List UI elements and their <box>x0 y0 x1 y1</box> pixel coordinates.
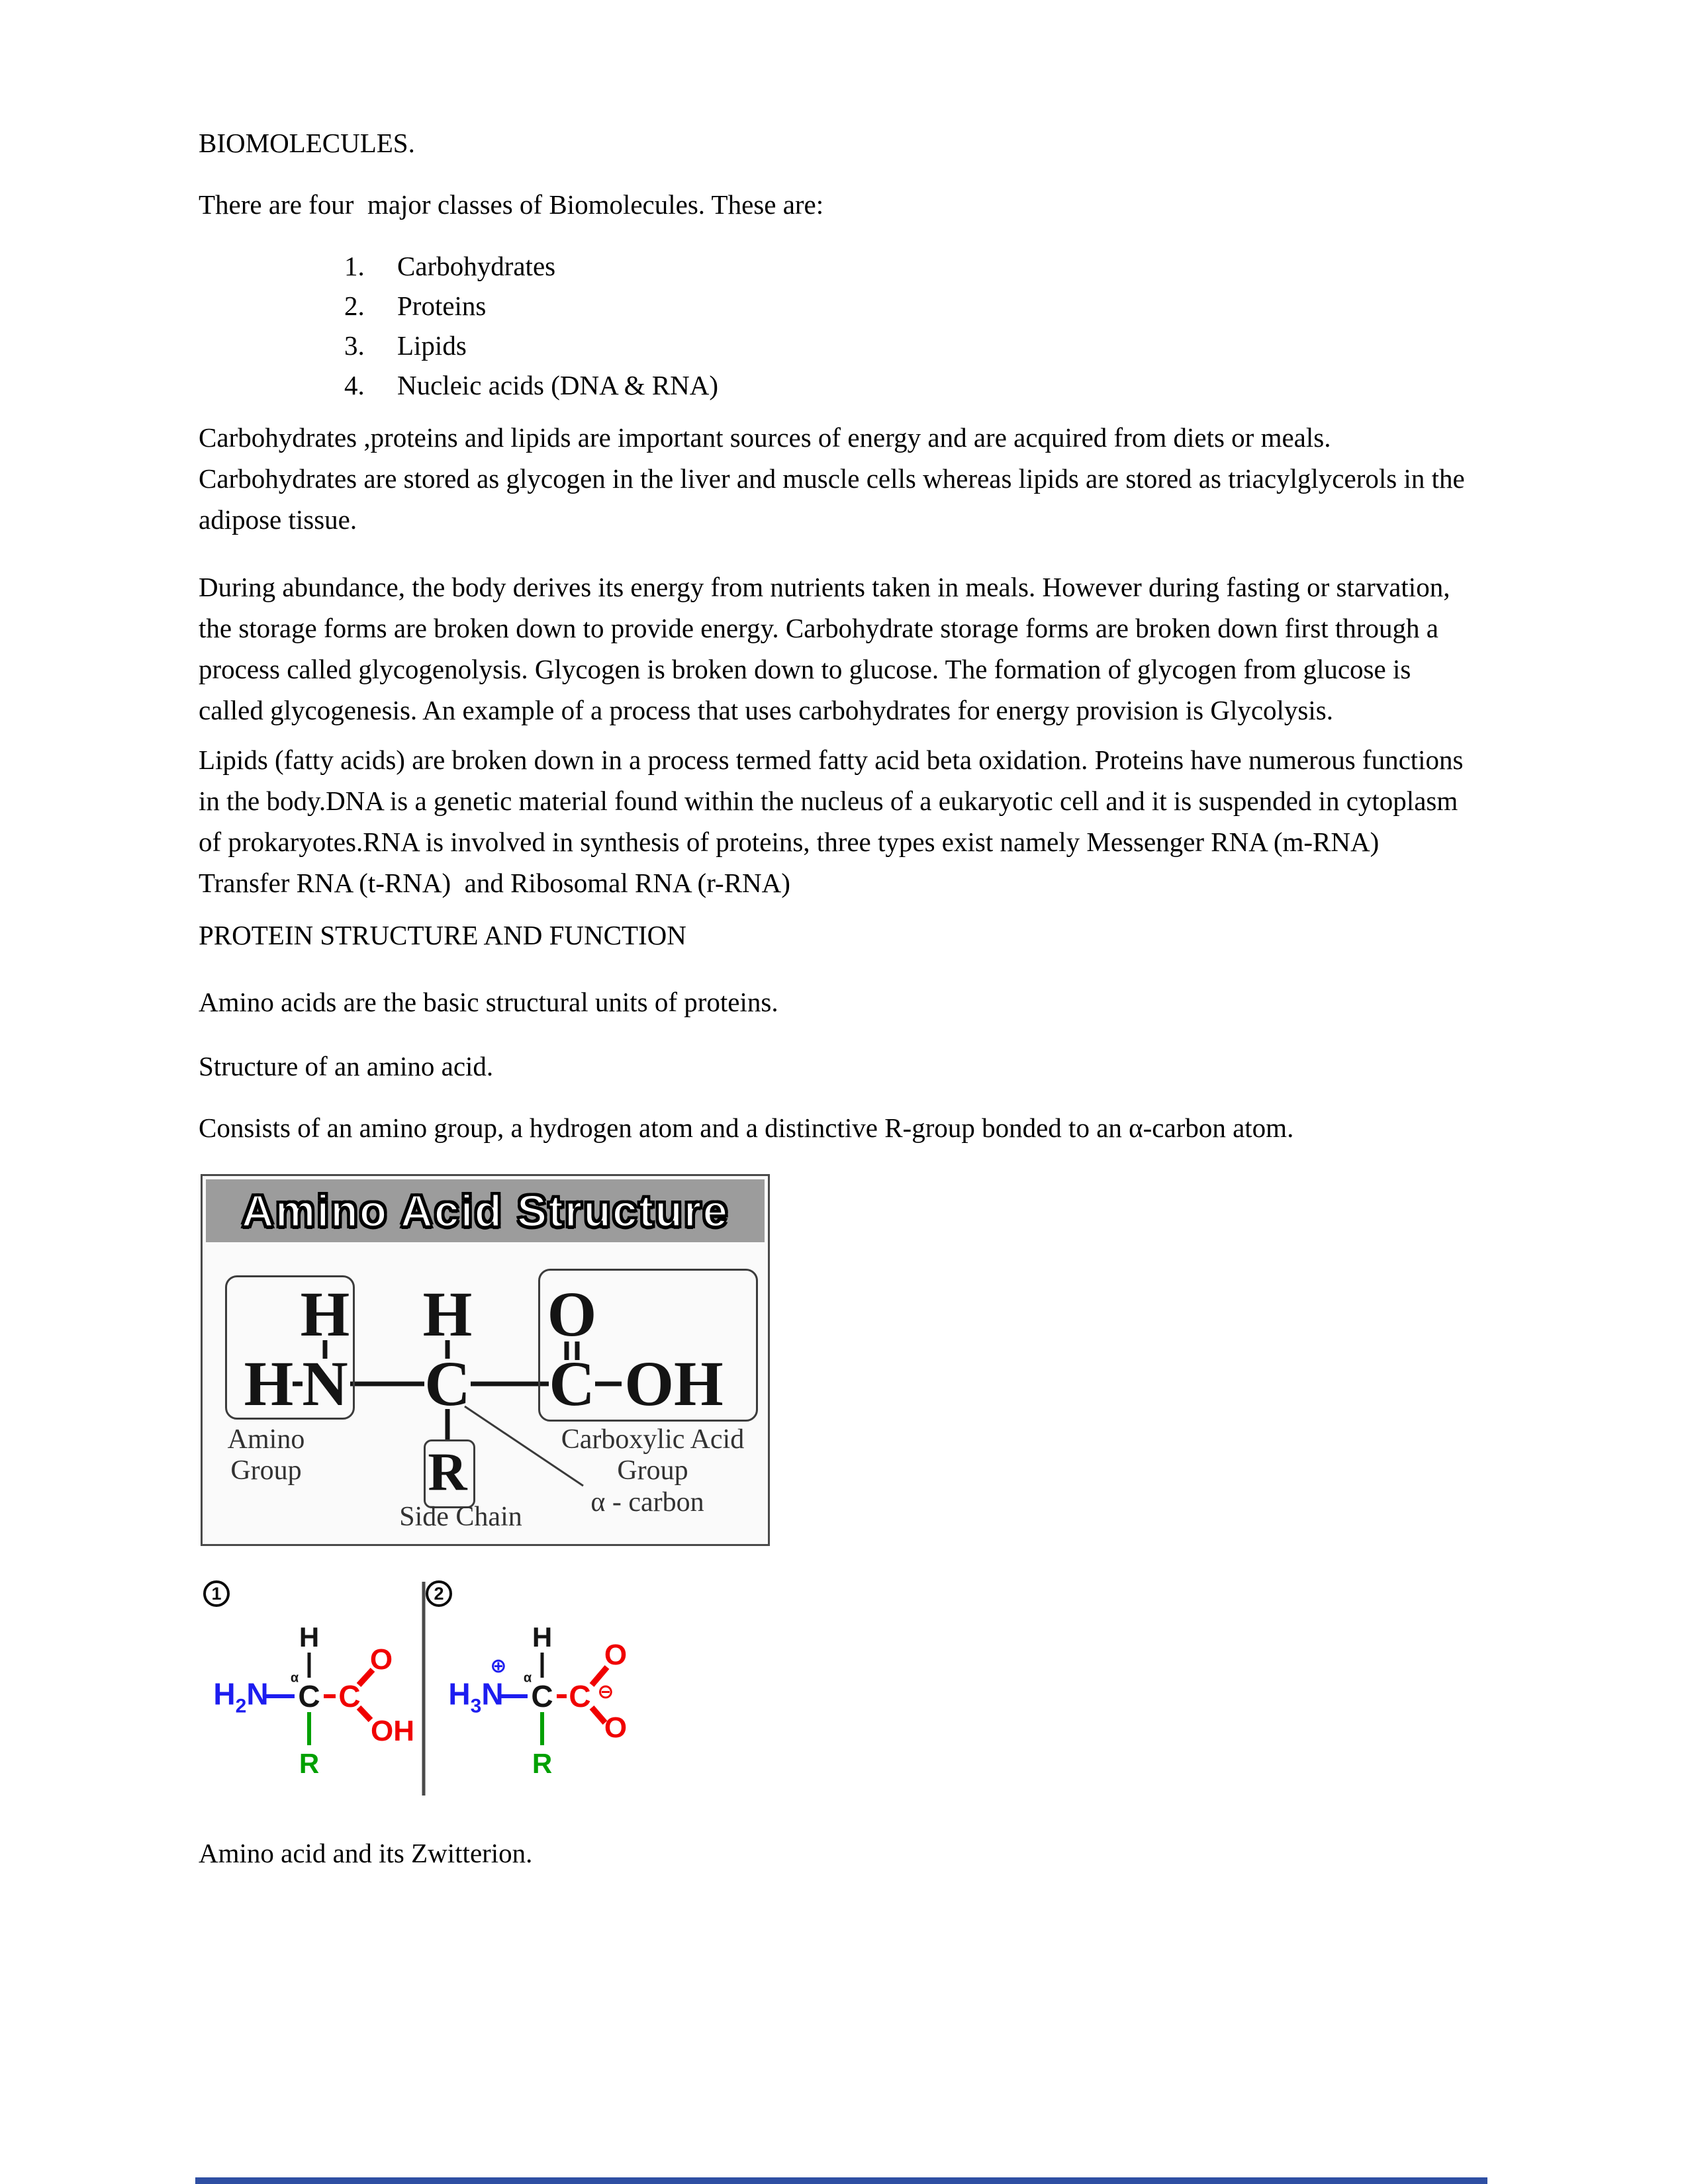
paragraph-line: called glycogenesis. An example of a process that uses carbohydrates for energy provision is Glycolysis. <box>199 695 1333 725</box>
amino-acid-structure-figure <box>201 1174 770 1546</box>
right-o-bottom: O <box>604 1711 628 1744</box>
list-number: 3. <box>344 330 365 361</box>
list-item-label: Carbohydrates <box>397 251 556 281</box>
right-c-carboxyl: C <box>569 1679 591 1713</box>
zwitterion-figure <box>195 1578 639 1800</box>
paragraph-line: in the body.DNA is a genetic material found within the nucleus of a eukaryotic cell and it is suspended in cytoplasm <box>199 786 1458 816</box>
paragraph-line: of prokaryotes.RNA is involved in synthesis of proteins, three types exist namely Messenger RNA (m-RNA) <box>199 827 1380 857</box>
atom-o: O <box>547 1279 597 1349</box>
list-item <box>344 330 467 361</box>
figure-title: Amino Acid Structure <box>241 1185 729 1236</box>
paragraph-line: Lipids (fatty acids) are broken down in a process termed fatty acid beta oxidation. Proteins have numerous functions <box>199 745 1464 775</box>
line-amino-units: Amino acids are the basic structural units of proteins. <box>199 987 778 1017</box>
left-h-atom: H <box>299 1621 320 1653</box>
label-side-chain: Side Chain <box>399 1502 522 1532</box>
paragraph-line: During abundance, the body derives its energy from nutrients taken in meals. However during fasting or starvation, <box>199 572 1450 602</box>
label-carboxylic-line2: Group <box>617 1455 688 1486</box>
list-item-label: Lipids <box>397 330 467 361</box>
line-structure: Structure of an amino acid. <box>199 1051 494 1081</box>
right-amine-subscript: 3 <box>470 1695 482 1717</box>
line-consists: Consists of an amino group, a hydrogen atom and a distinctive R-group bonded to an α-carbon atom. <box>199 1113 1294 1143</box>
right-plus-charge: ⊕ <box>490 1655 507 1677</box>
paragraph-line: adipose tissue. <box>199 504 357 535</box>
paragraph-line: Transfer RNA (t-RNA) and Ribosomal RNA (r-RNA) <box>199 868 790 898</box>
atom-c-alpha: C <box>424 1348 471 1419</box>
left-amine-subscript: 2 <box>235 1695 247 1717</box>
right-amine-n: N <box>481 1676 504 1711</box>
paragraph-line: Carbohydrates ,proteins and lipids are important sources of energy and are acquired from diets or meals. <box>199 422 1331 453</box>
right-alpha-mark: α <box>523 1670 532 1686</box>
left-oh-group: OH <box>371 1715 414 1747</box>
left-c-alpha: C <box>298 1679 320 1713</box>
atom-n: N <box>302 1348 348 1419</box>
right-minus-charge: ⊖ <box>597 1681 614 1703</box>
paragraph-line: process called glycogenolysis. Glycogen is broken down to glucose. The formation of glycogen from glucose is <box>199 654 1411 684</box>
atom-oh: OH <box>624 1348 724 1419</box>
label-alpha-carbon: α - carbon <box>590 1487 704 1518</box>
right-c-alpha: C <box>531 1679 553 1713</box>
right-amine-group <box>448 1676 504 1717</box>
page-title: BIOMOLECULES. <box>199 128 415 158</box>
atom-c-carboxyl: C <box>549 1348 595 1419</box>
label-amino-group-line1: Amino <box>227 1424 305 1455</box>
label-carboxylic-line1: Carboxylic Acid <box>561 1424 745 1455</box>
left-alpha-mark: α <box>290 1670 299 1686</box>
atom-h-top-amino: H <box>300 1279 350 1349</box>
right-r-group: R <box>532 1748 553 1779</box>
left-amine-n: N <box>246 1676 269 1711</box>
right-amine-h: H <box>448 1676 471 1711</box>
right-o-top: O <box>604 1639 628 1671</box>
left-c-carboxyl: C <box>338 1679 361 1713</box>
next-element-clipped-bar <box>195 2177 1487 2184</box>
list-item <box>344 369 718 401</box>
left-r-group: R <box>299 1748 320 1779</box>
section-heading-protein: PROTEIN STRUCTURE AND FUNCTION <box>199 920 686 950</box>
left-amine-h: H <box>213 1676 236 1711</box>
left-amine-group <box>213 1676 269 1717</box>
atom-h-top-alpha: H <box>422 1279 473 1349</box>
list-item <box>344 250 555 282</box>
panel-1-badge: 1 <box>203 1580 230 1607</box>
list-item-label: Nucleic acids (DNA & RNA) <box>397 370 719 400</box>
list-number: 4. <box>344 370 365 400</box>
list-item <box>344 290 486 322</box>
label-amino-group-line2: Group <box>230 1455 302 1486</box>
atom-h-left: H <box>244 1348 294 1419</box>
atom-r: R <box>428 1441 467 1502</box>
zwitterion-caption: Amino acid and its Zwitterion. <box>199 1838 533 1868</box>
right-h-atom: H <box>532 1621 553 1653</box>
panel-2-badge: 2 <box>426 1580 452 1607</box>
paragraph-line: Carbohydrates are stored as glycogen in the liver and muscle cells whereas lipids are stored as triacylglycerols in the <box>199 463 1465 494</box>
list-number: 2. <box>344 291 365 321</box>
intro-line: There are four major classes of Biomolecules. These are: <box>199 189 824 220</box>
list-number: 1. <box>344 251 365 281</box>
list-item-label: Proteins <box>397 291 487 321</box>
left-o-atom: O <box>369 1643 393 1676</box>
paragraph-line: the storage forms are broken down to provide energy. Carbohydrate storage forms are broken down first through a <box>199 613 1438 643</box>
